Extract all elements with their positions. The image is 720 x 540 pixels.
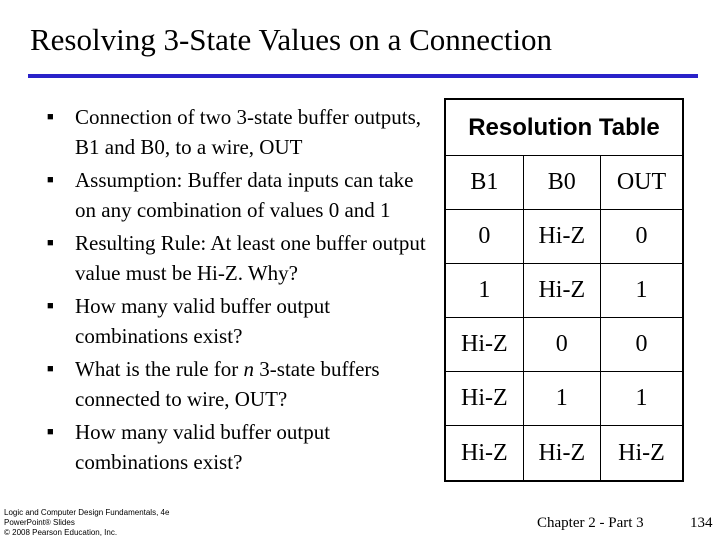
table-cell: 1 <box>600 264 683 318</box>
copyright-notice: Logic and Computer Design Fundamentals, 4e PowerPoint® Slides © 2008 Pearson Education, Inc. <box>4 508 170 537</box>
title-underline <box>28 74 698 78</box>
bullet-square-icon <box>47 229 54 259</box>
page-number: 134 <box>690 515 713 531</box>
column-header: B0 <box>523 156 600 210</box>
bullet-square-icon <box>47 166 54 196</box>
table-cell: 1 <box>600 372 683 426</box>
table-cell: 0 <box>523 318 600 372</box>
table-header-row <box>445 156 683 210</box>
column-header: B1 <box>445 156 523 210</box>
table-cell: 0 <box>600 210 683 264</box>
table-row <box>445 318 683 372</box>
bullet-item: ■ How many valid buffer output combinations exist? <box>44 292 434 351</box>
table-row <box>445 210 683 264</box>
bullet-square-icon <box>47 103 54 133</box>
table-cell: 0 <box>445 210 523 264</box>
table-cell: Hi-Z <box>523 264 600 318</box>
bullet-square-icon <box>47 292 54 322</box>
table-row <box>445 264 683 318</box>
table-title-row <box>445 99 683 156</box>
table-cell: Hi-Z <box>445 426 523 481</box>
bullet-item: ■ Assumption: Buffer data inputs can take on any combination of values 0 and 1 <box>44 166 434 225</box>
slide-title: Resolving 3-State Values on a Connection <box>30 22 553 57</box>
bullet-item: ■ How many valid buffer output combinations exist? <box>44 418 434 477</box>
bullet-item: ■ Connection of two 3-state buffer outputs, B1 and B0, to a wire, OUT <box>44 103 434 162</box>
bullet-item: ■ Resulting Rule: At least one buffer output value must be Hi-Z. Why? <box>44 229 434 288</box>
table-row <box>445 372 683 426</box>
resolution-table <box>444 98 684 482</box>
table-row <box>445 426 683 481</box>
table-cell: 1 <box>445 264 523 318</box>
table-cell: 0 <box>600 318 683 372</box>
bullet-list <box>44 103 434 481</box>
table-cell: Hi-Z <box>445 372 523 426</box>
chapter-label: Chapter 2 - Part 3 <box>537 515 644 531</box>
table-cell: Hi-Z <box>523 210 600 264</box>
column-header: OUT <box>600 156 683 210</box>
table-title: Resolution Table <box>445 99 683 156</box>
table-cell: Hi-Z <box>523 426 600 481</box>
table-cell: Hi-Z <box>600 426 683 481</box>
bullet-square-icon <box>47 418 54 448</box>
table-cell: 1 <box>523 372 600 426</box>
bullet-square-icon <box>47 355 54 385</box>
table-cell: Hi-Z <box>445 318 523 372</box>
bullet-item: ■ What is the rule for n 3-state buffers connected to wire, OUT? <box>44 355 434 414</box>
